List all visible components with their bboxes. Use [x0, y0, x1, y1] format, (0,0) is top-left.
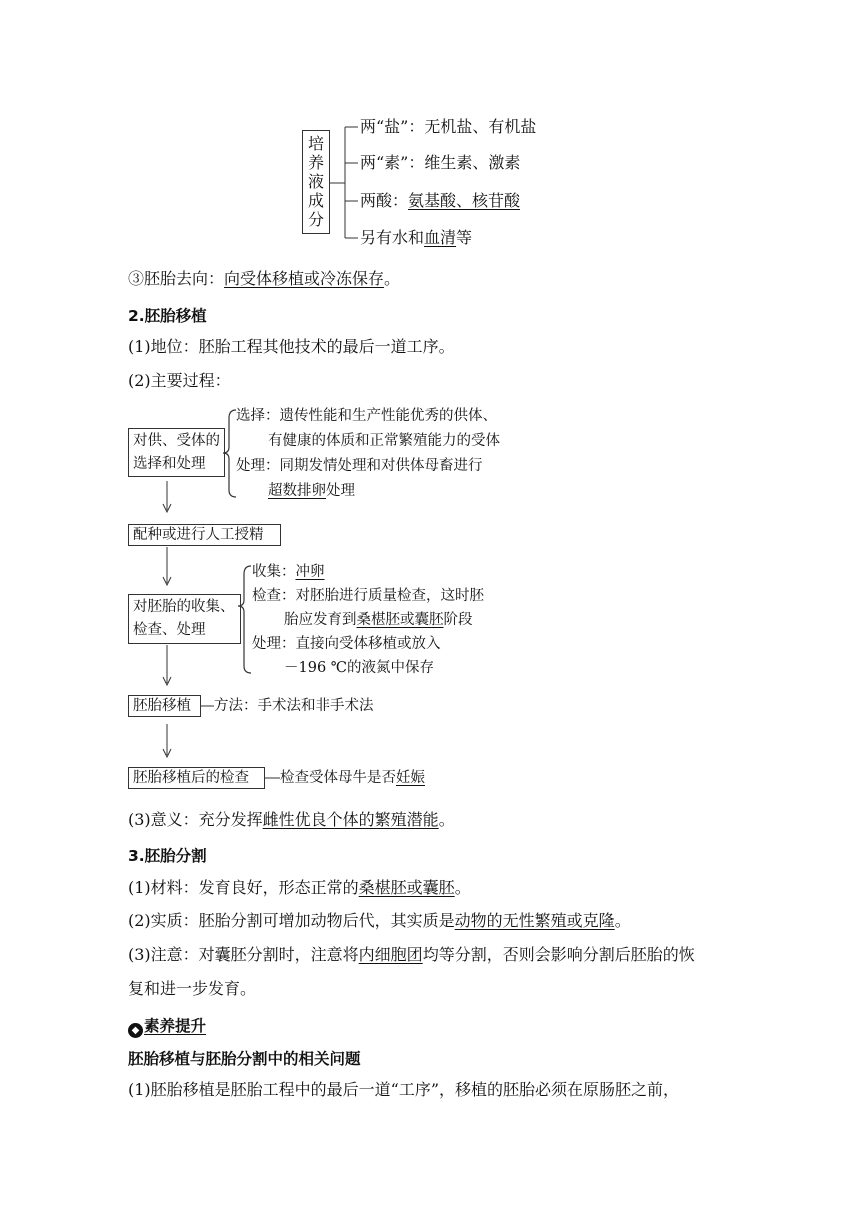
- literacy-title: ◆ 素养提升: [128, 1014, 206, 1038]
- paragraph: (1)材料：发育良好，形态正常的桑椹胚或囊胚。: [128, 878, 471, 897]
- paragraph: (1)地位：胚胎工程其他技术的最后一道工序。: [128, 337, 455, 356]
- culture-label-char: 养: [307, 153, 324, 172]
- flow-note: －196 ℃的液氮中保存: [284, 660, 435, 676]
- flow-step-box: [128, 594, 241, 644]
- culture-row: 另有水和血清等: [360, 228, 473, 247]
- arrow-badge-icon: ◆: [128, 1023, 143, 1038]
- flow-step-box: 配种或进行人工授精: [128, 524, 281, 546]
- culture-row: 两“素”：维生素、激素: [360, 153, 521, 172]
- flow-note: 处理：同期发情处理和对供体母畜进行: [236, 458, 483, 474]
- flow-step-line: 对胚胎的收集、: [133, 599, 235, 615]
- culture-row: 两酸：氨基酸、核苷酸: [360, 191, 521, 210]
- flow-step-box: 胚胎移植: [128, 695, 201, 717]
- culture-label-char: 培: [307, 134, 324, 153]
- culture-label-char: 成: [307, 191, 324, 210]
- flow-note: 选择：遗传性能和生产性能优秀的供体、: [236, 408, 497, 424]
- flow-note: 方法：手术法和非手术法: [214, 698, 374, 714]
- paragraph: (3)注意：对囊胚分割时，注意将内细胞团均等分割，否则会影响分割后胚胎的恢: [128, 945, 695, 964]
- paragraph: 复和进一步发育。: [128, 979, 257, 998]
- flow-note: 收集：冲卵: [252, 564, 325, 580]
- paragraph: (2)主要过程：: [128, 371, 231, 390]
- culture-label-char: 分: [307, 210, 324, 229]
- paragraph: (2)实质：胚胎分割可增加动物后代，其实质是动物的无性繁殖或克隆。: [128, 911, 631, 930]
- section-heading: 3.胚胎分割: [128, 847, 207, 865]
- culture-label-box: [302, 130, 330, 234]
- paragraph: (1)胚胎移植是胚胎工程中的最后一道“工序”，移植的胚胎必须在原肠胚之前，: [128, 1080, 680, 1099]
- flow-note: 处理：直接向受体移植或放入: [252, 636, 441, 652]
- embryo-destination: ③胚胎去向：向受体移植或冷冻保存。: [128, 269, 401, 288]
- section-heading: 2.胚胎移植: [128, 307, 207, 325]
- flow-step-line: 检查、处理: [133, 622, 206, 638]
- flow-note: 检查：对胚胎进行质量检查，这时胚: [252, 588, 484, 604]
- flow-step-line: 选择和处理: [133, 456, 206, 472]
- flow-note: 有健康的体质和正常繁殖能力的受体: [268, 433, 500, 449]
- culture-label-char: 液: [307, 172, 324, 191]
- flow-step-box: 胚胎移植后的检查: [128, 767, 265, 789]
- flow-note: 超数排卵处理: [268, 483, 355, 499]
- flow-note: 检查受体母牛是否妊娠: [280, 770, 425, 786]
- paragraph: (3)意义：充分发挥雌性优良个体的繁殖潜能。: [128, 810, 455, 829]
- culture-row: 两“盐”：无机盐、有机盐: [360, 117, 537, 136]
- flow-step-box: [128, 428, 225, 477]
- flow-step-line: 对供、受体的: [133, 433, 220, 449]
- flow-note: 胎应发育到桑椹胚或囊胚阶段: [284, 612, 473, 628]
- section-heading: 胚胎移植与胚胎分割中的相关问题: [128, 1050, 361, 1068]
